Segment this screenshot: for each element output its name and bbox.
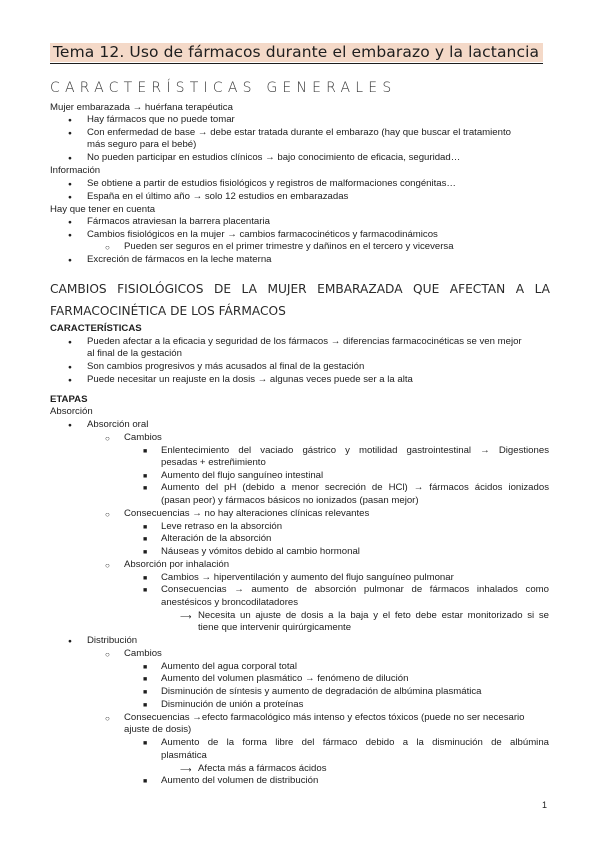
bullet-icon — [68, 374, 72, 388]
list-item: Aumento del volumen de distribución — [161, 775, 319, 786]
bullet-icon — [68, 419, 72, 433]
list-item: España en el último año → solo 12 estudios en embarazadas — [87, 191, 349, 202]
list-item: Cambios — [124, 432, 162, 443]
square-bullet-icon — [143, 482, 147, 496]
square-bullet-icon — [143, 775, 147, 789]
label-etapas: ETAPAS — [50, 394, 88, 405]
list-item: Se obtiene a partir de estudios fisiológicos y registros de malformaciones congénitas… — [87, 178, 457, 189]
bullet-icon — [68, 152, 72, 166]
section-heading-caracteristicas: CARACTERÍSTICAS GENERALES — [50, 80, 397, 96]
list-item: Cambios fisiológicos en la mujer → cambios farmacocinéticos y farmacodinámicos — [87, 229, 438, 240]
square-bullet-icon — [143, 584, 147, 598]
list-item: Consecuencias → no hay alteraciones clínicas relevantes — [124, 508, 370, 519]
list-item: Cambios → hiperventilación y aumento del flujo sanguíneo pulmonar — [161, 572, 454, 583]
list-item-cont: al final de la gestación — [87, 348, 182, 359]
list-item: Excreción de fármacos en la leche materna — [87, 254, 272, 265]
arrow-icon — [180, 610, 191, 623]
square-bullet-icon — [143, 699, 147, 713]
page-title: Tema 12. Uso de fármacos durante el embarazo y la lactancia — [50, 43, 543, 62]
square-bullet-icon — [143, 546, 147, 560]
list-item: Aumento de la forma libre del fármaco debido a la disminución de albúmina — [161, 737, 549, 748]
list-item: Consecuencias →efecto farmacológico más intenso y efectos tóxicos (puede no ser necesario — [124, 712, 525, 723]
bullet-icon — [68, 361, 72, 375]
section-heading-cambios-line1: CAMBIOS FISIOLÓGICOS DE LA MUJER EMBARAZADA QUE AFECTAN A LA — [50, 282, 550, 296]
list-item: Aumento del flujo sanguíneo intestinal — [161, 470, 324, 481]
bullet-icon — [68, 216, 72, 230]
list-item: Aumento del volumen plasmático → fenómeno de dilución — [161, 673, 409, 684]
list-item: Leve retraso en la absorción — [161, 521, 283, 532]
list-item: Cambios — [124, 648, 162, 659]
list-item: Alteración de la absorción — [161, 533, 272, 544]
circle-bullet-icon — [105, 508, 110, 521]
label-informacion: Información — [50, 165, 101, 176]
page-number: 1 — [542, 800, 548, 810]
list-item: Absorción por inhalación — [124, 559, 230, 570]
bullet-icon — [68, 178, 72, 192]
bullet-icon — [68, 114, 72, 128]
list-item: Puede necesitar un reajuste en la dosis → algunas veces puede ser a la alta — [87, 374, 413, 385]
list-item: Distribución — [87, 635, 138, 646]
square-bullet-icon — [143, 686, 147, 700]
bullet-icon — [68, 635, 72, 649]
list-item: Absorción oral — [87, 419, 149, 430]
list-item-cont: anestésicos y broncodilatadores — [161, 597, 299, 608]
circle-bullet-icon — [105, 559, 110, 572]
label-mujer: Mujer embarazada → huérfana terapéutica — [50, 102, 233, 113]
circle-bullet-icon — [105, 712, 110, 725]
list-item: Son cambios progresivos y más acusados al final de la gestación — [87, 361, 365, 372]
list-item: Aumento del agua corporal total — [161, 661, 297, 672]
bullet-icon — [68, 127, 72, 141]
list-item: Con enfermedad de base → debe estar tratada durante el embarazo (hay que buscar el tratamiento — [87, 127, 511, 138]
list-item: Náuseas y vómitos debido al cambio hormonal — [161, 546, 360, 557]
list-item: Aumento del pH (debido a menor secreción de HCl) → fármacos ácidos ionizados — [161, 482, 549, 493]
list-item-cont: (pasan peor) y fármacos básicos no ionizados (pasan mejor) — [161, 495, 419, 506]
label-caracteristicas: CARACTERÍSTICAS — [50, 323, 142, 334]
list-item: Pueden afectar a la eficacia y seguridad de los fármacos → diferencias farmacocinéticas se ven mejor — [87, 336, 522, 347]
square-bullet-icon — [143, 533, 147, 547]
label-absorcion: Absorción — [50, 406, 93, 417]
list-item-cont: pesadas + estreñimiento — [161, 457, 266, 468]
list-item: Consecuencias → aumento de absorción pulmonar de fármacos inhalados como — [161, 584, 549, 595]
bullet-icon — [68, 254, 72, 268]
circle-bullet-icon — [105, 241, 110, 254]
circle-bullet-icon — [105, 648, 110, 661]
list-item: Necesita un ajuste de dosis a la baja y el feto debe estar monitorizado si se — [198, 610, 549, 621]
bullet-icon — [68, 229, 72, 243]
list-item: Hay fármacos que no puede tomar — [87, 114, 235, 125]
list-item-cont: plasmática — [161, 750, 207, 761]
square-bullet-icon — [143, 445, 147, 459]
list-item-cont: más seguro para el bebé) — [87, 139, 197, 150]
label-tener-en-cuenta: Hay que tener en cuenta — [50, 204, 156, 215]
square-bullet-icon — [143, 737, 147, 751]
list-item: Enlentecimiento del vaciado gástrico y motilidad gastrointestinal → Digestiones — [161, 445, 549, 456]
bullet-icon — [68, 336, 72, 350]
list-item: No pueden participar en estudios clínicos → bajo conocimiento de eficacia, seguridad… — [87, 152, 461, 163]
list-item: Disminución de unión a proteínas — [161, 699, 304, 710]
list-item-cont: tiene que intervenir quirúrgicamente — [198, 622, 352, 633]
list-item-cont: ajuste de dosis) — [124, 724, 192, 735]
list-item: Pueden ser seguros en el primer trimestre y dañinos en el tercero y viceversa — [124, 241, 454, 252]
circle-bullet-icon — [105, 432, 110, 445]
square-bullet-icon — [143, 673, 147, 687]
section-heading-cambios-line2: FARMACOCINÉTICA DE LOS FÁRMACOS — [50, 304, 286, 318]
list-item: Disminución de síntesis y aumento de degradación de albúmina plasmática — [161, 686, 482, 697]
bullet-icon — [68, 191, 72, 205]
list-item: Afecta más a fármacos ácidos — [198, 763, 327, 774]
list-item: Fármacos atraviesan la barrera placentaria — [87, 216, 270, 227]
